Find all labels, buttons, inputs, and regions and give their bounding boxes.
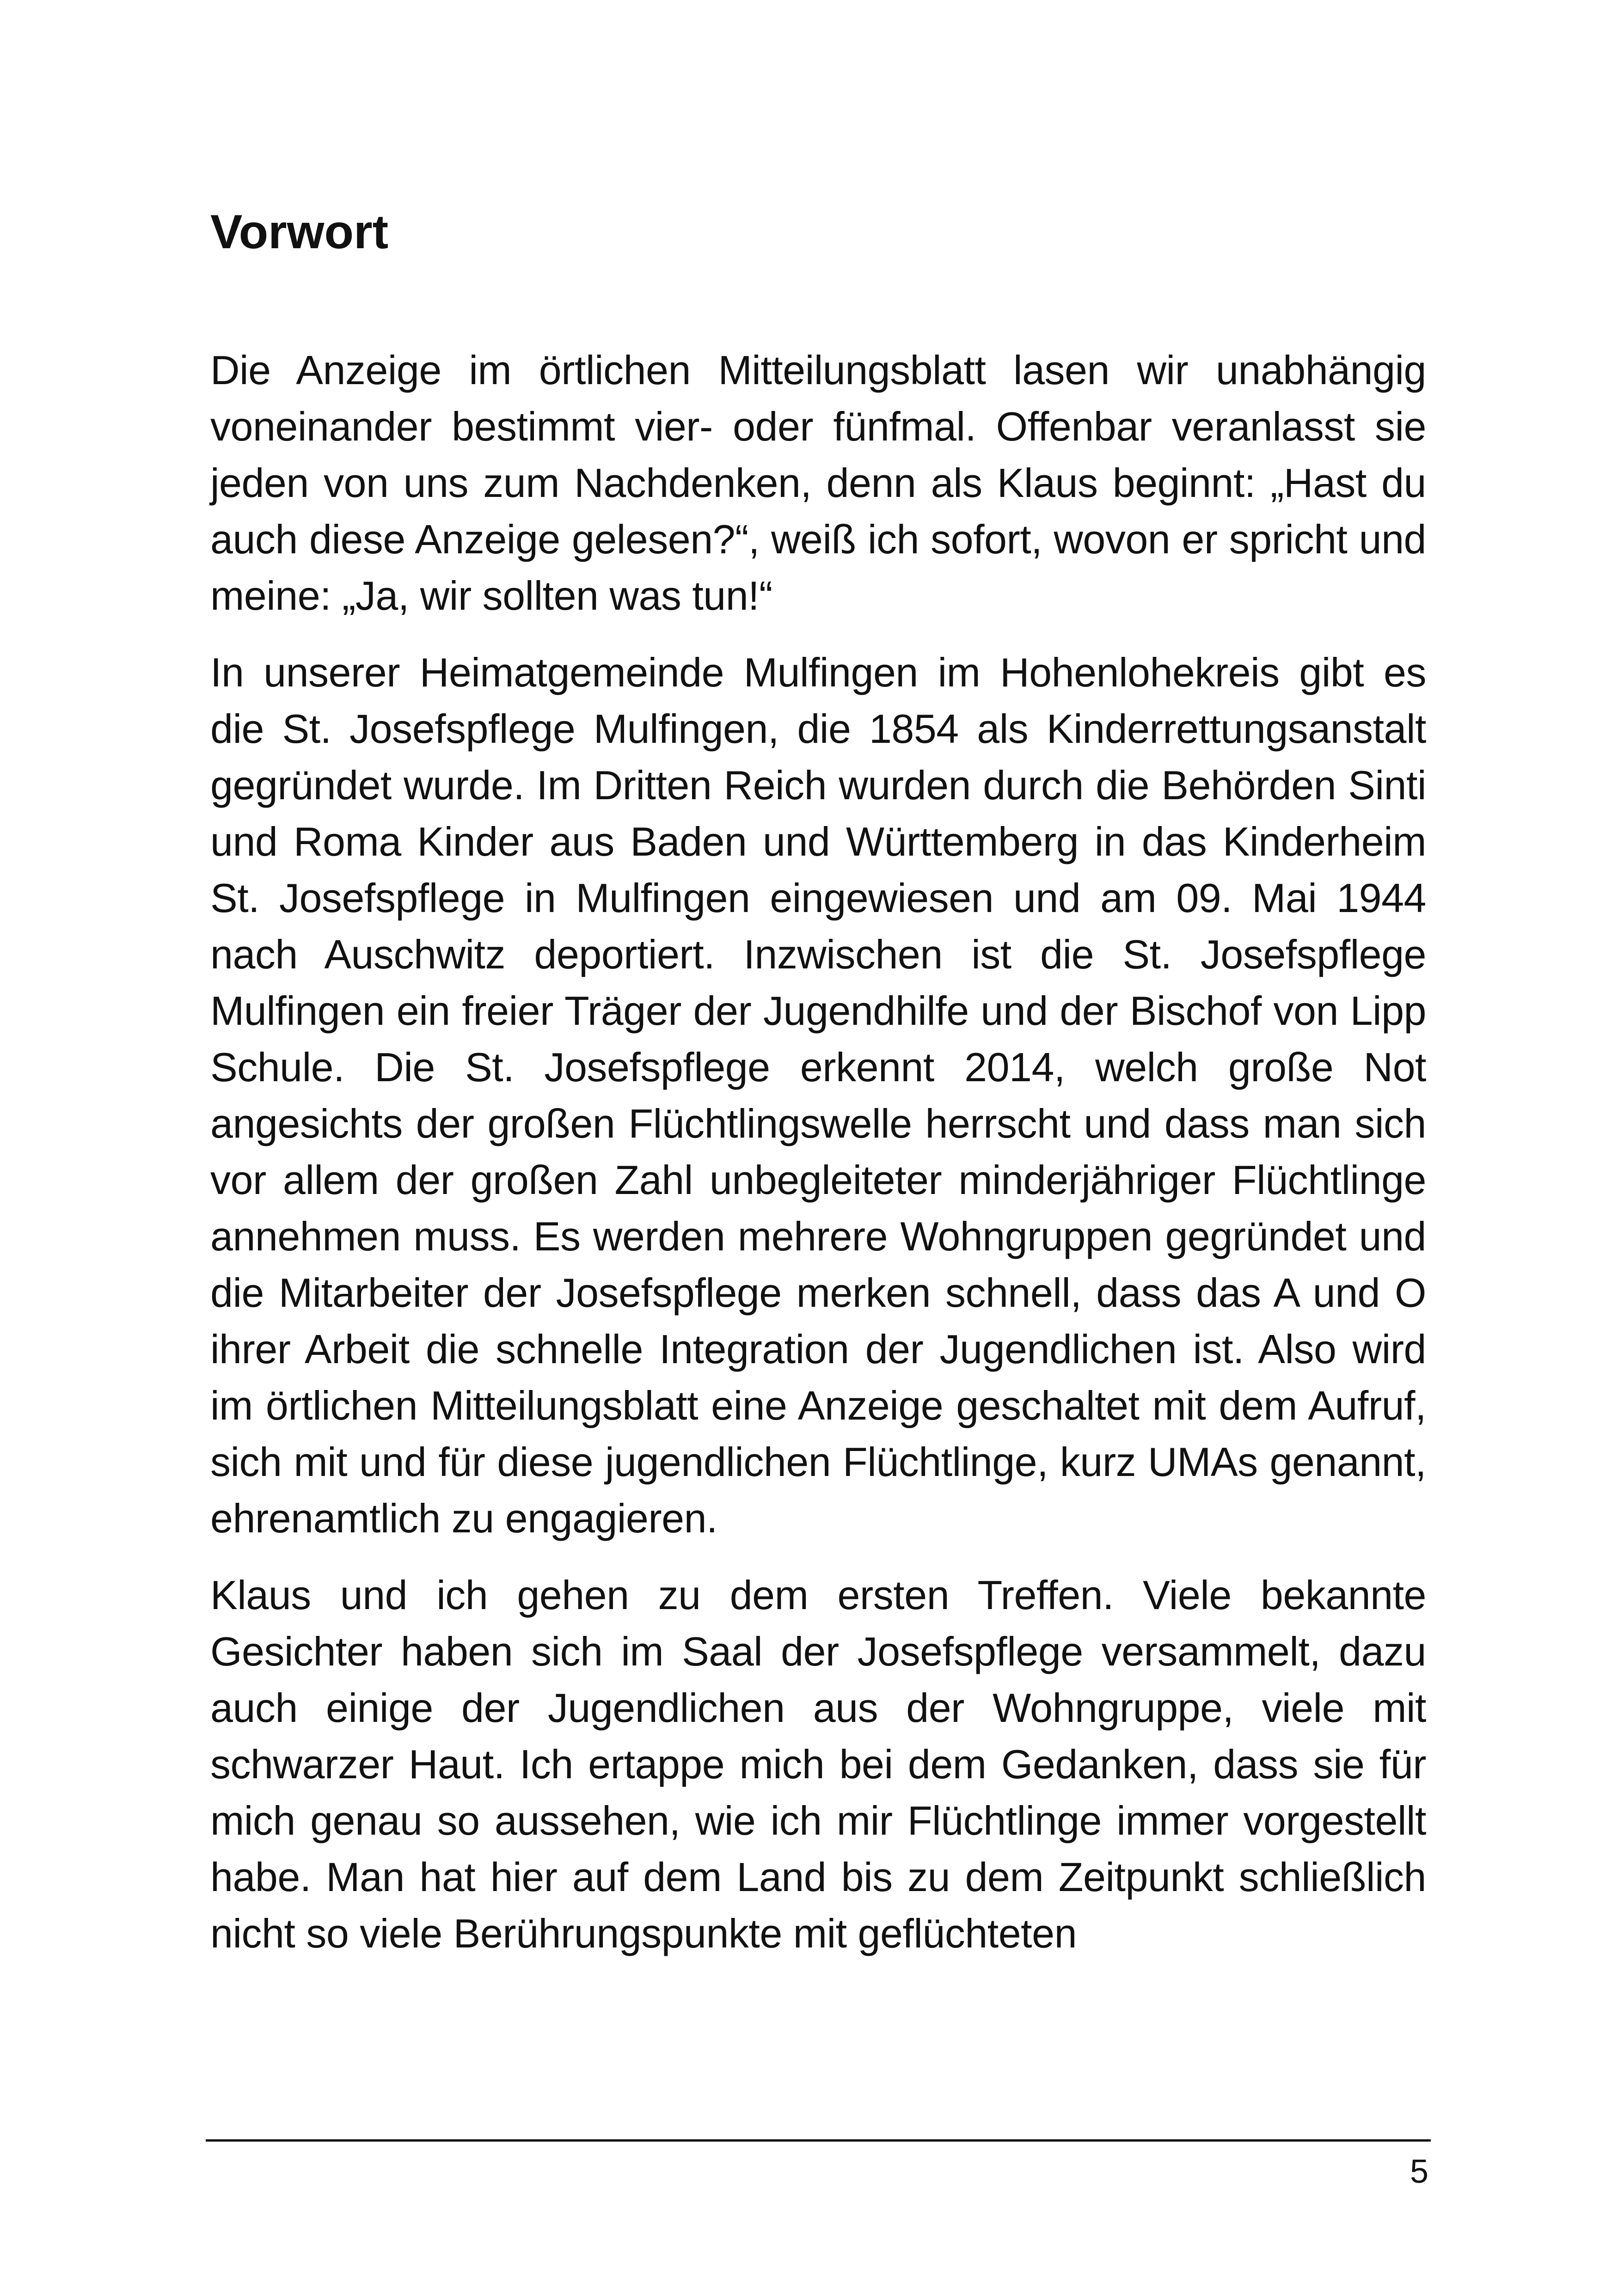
- paragraph-1: Die Anzeige im örtlichen Mitteilungsblatt lasen wir unabhängig voneinander bestimmt vier- oder fünfmal. Offenbar veranlasst sie jeden von uns zum Nachdenken, denn als Klaus beginnt: „Hast du auch diese Anzeige gelesen?“, weiß ich sofort, wovon er spricht und meine: „Ja, wir sollten was tun!“: [210, 347, 1426, 618]
- paragraph-2: In unserer Heimatgemeinde Mulfingen im Hohenlohekreis gibt es die St. Josefspflege Mulfingen, die 1854 als Kinderrettungsanstalt gegründet wurde. Im Dritten Reich wurden durch die Behörden Sinti und Roma Kinder aus Baden und Württemberg in das Kinderheim St. Josefspflege in Mulfingen eingewiesen und am 09. Mai 1944 nach Auschwitz deportiert. Inzwischen ist die St. Josefspflege Mulfingen ein freier Träger der Jugendhilfe und der Bischof von Lipp Schule. Die St. Josefspflege erkennt 2014, welch große Not angesichts der großen Flüchtlingswelle herrscht und dass man sich vor allem der großen Zahl unbegleiteter minderjähriger Flüchtlinge annehmen muss. Es werden mehrere Wohngruppen gegründet und die Mitarbeiter der Josefspflege merken schnell, dass das A und O ihrer Arbeit die schnelle Integration der Jugendlichen ist. Also wird im örtlichen Mitteilungsblatt eine Anzeige geschaltet mit dem Aufruf, sich mit und für diese jugendlichen Flüchtlinge, kurz UMAs genannt, ehrenamtlich zu engagieren.: [210, 649, 1426, 1541]
- page-number: 5: [1410, 2153, 1428, 2190]
- chapter-title: Vorwort: [210, 205, 389, 259]
- body-text: [210, 342, 1426, 1982]
- footer-rule: [206, 2139, 1431, 2142]
- paragraph-3: Klaus und ich gehen zu dem ersten Treffen. Viele bekannte Gesichter haben sich im Saal der Josefspflege versammelt, dazu auch einige der Jugendlichen aus der Wohngruppe, viele mit schwarzer Haut. Ich ertappe mich bei dem Gedanken, dass sie für mich genau so aussehen, wie ich mir Flüchtlinge immer vorgestellt habe. Man hat hier auf dem Land bis zu dem Zeitpunkt schließlich nicht so viele Berührungspunkte mit geflüchteten: [210, 1572, 1426, 1956]
